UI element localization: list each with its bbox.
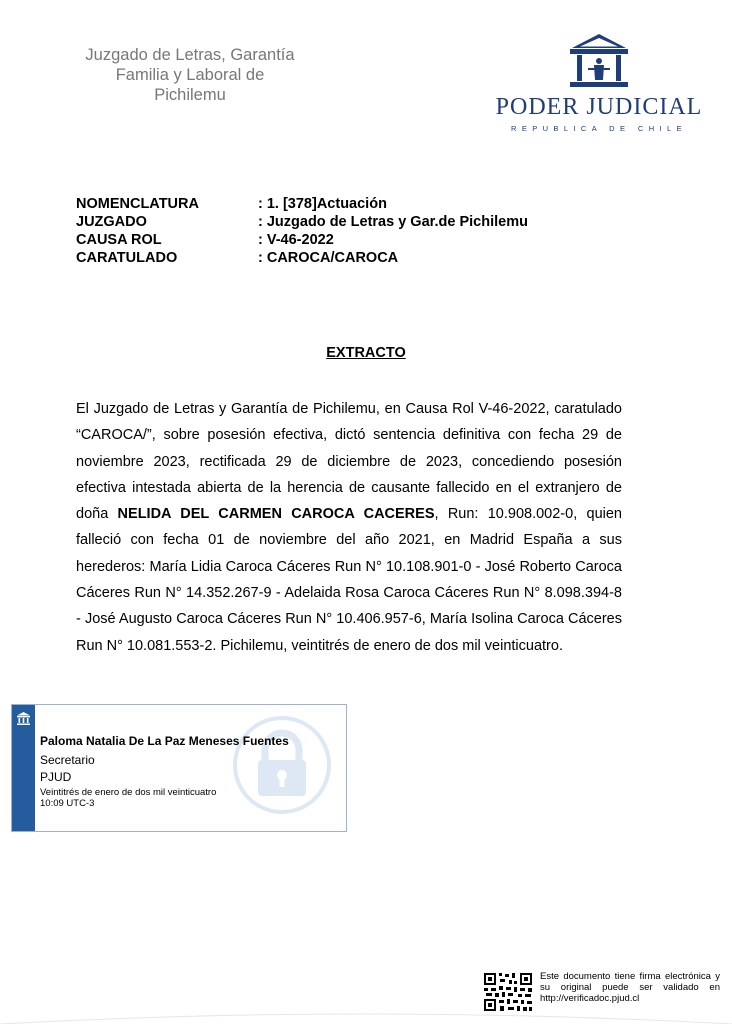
courthouse-icon [566, 32, 632, 90]
verification-notice: Este documento tiene firma electrónica y su original puede ser validado en http://verificadoc.pjud.cl [540, 971, 720, 1004]
court-name-line-3: Pichilemu [154, 86, 226, 104]
extract-body [76, 396, 622, 659]
court-name-line-2: Familia y Laboral de [115, 66, 265, 84]
electronic-signature-box [11, 704, 347, 832]
metadata-value: : CAROCA/CAROCA [258, 250, 399, 266]
signature-side-bar [12, 705, 35, 831]
courthouse-icon [16, 711, 31, 726]
metadata-value: : V-46-2022 [258, 232, 334, 248]
logo-title: PODER JUDICIAL [495, 94, 703, 120]
poder-judicial-logo [494, 32, 704, 132]
document-title: EXTRACTO [326, 345, 406, 361]
deceased-name: NELIDA DEL CARMEN CAROCA CACERES [117, 506, 435, 523]
metadata-label: CARATULADO [76, 250, 178, 266]
metadata-label: CAUSA ROL [76, 232, 162, 248]
page-edge-decoration [0, 1010, 732, 1024]
metadata-label: NOMENCLATURA [76, 196, 199, 212]
court-name-line-1: Juzgado de Letras, Garantía [85, 46, 295, 64]
metadata-row-juzgado [76, 213, 528, 231]
metadata-row-caratulado [76, 249, 528, 267]
metadata-row-causa-rol [76, 231, 528, 249]
signer-name: Paloma Natalia De La Paz Meneses Fuentes [40, 734, 289, 748]
signature-date [40, 787, 216, 809]
metadata-value: : 1. [378]Actuación [258, 196, 387, 212]
case-metadata [76, 195, 528, 267]
lock-watermark-icon [232, 715, 332, 815]
signer-role: Secretario [40, 753, 95, 767]
metadata-label: JUZGADO [76, 214, 147, 230]
qr-code-icon[interactable] [483, 972, 533, 1012]
metadata-row-nomenclatura [76, 195, 528, 213]
signature-time-line: 10:09 UTC-3 [40, 798, 95, 809]
signer-organization: PJUD [40, 770, 72, 784]
body-text-end: , Run: 10.908.002-0, quien falleció con fecha 01 de noviembre del año 2021, en Madrid España a sus herederos: María Lidia Caroca Cáceres Run N° 10.108.901-0 - José Roberto Caroca Cáceres Run N° 14.352.267-9 - Adelaida Rosa Caroca Cáceres Run N° 8.098.394-8 - José Augusto Caroca Cáceres Run N° 10.406.957-6, María Isolina Caroca Cáceres Run N° 10.081.553-2. Pichilemu, veintitrés de enero de dos mil veinticuatro. [76, 506, 622, 654]
court-name [60, 45, 320, 105]
signature-date-line: Veintitrés de enero de dos mil veinticuatro [40, 787, 217, 798]
logo-subtitle: REPUBLICA DE CHILE [511, 124, 687, 133]
metadata-value: : Juzgado de Letras y Gar.de Pichilemu [258, 214, 528, 230]
body-text-start: El Juzgado de Letras y Garantía de Pichilemu, en Causa Rol V-46-2022, caratulado “CAROCA/”, sobre posesión efectiva, dictó sentencia definitiva con fecha 29 de noviembre 2023, rectificada 29 de diciembre de 2023, concediendo posesión efectiva intestada abierta de la herencia de causante fallecido en el extranjero de doña [76, 401, 622, 523]
